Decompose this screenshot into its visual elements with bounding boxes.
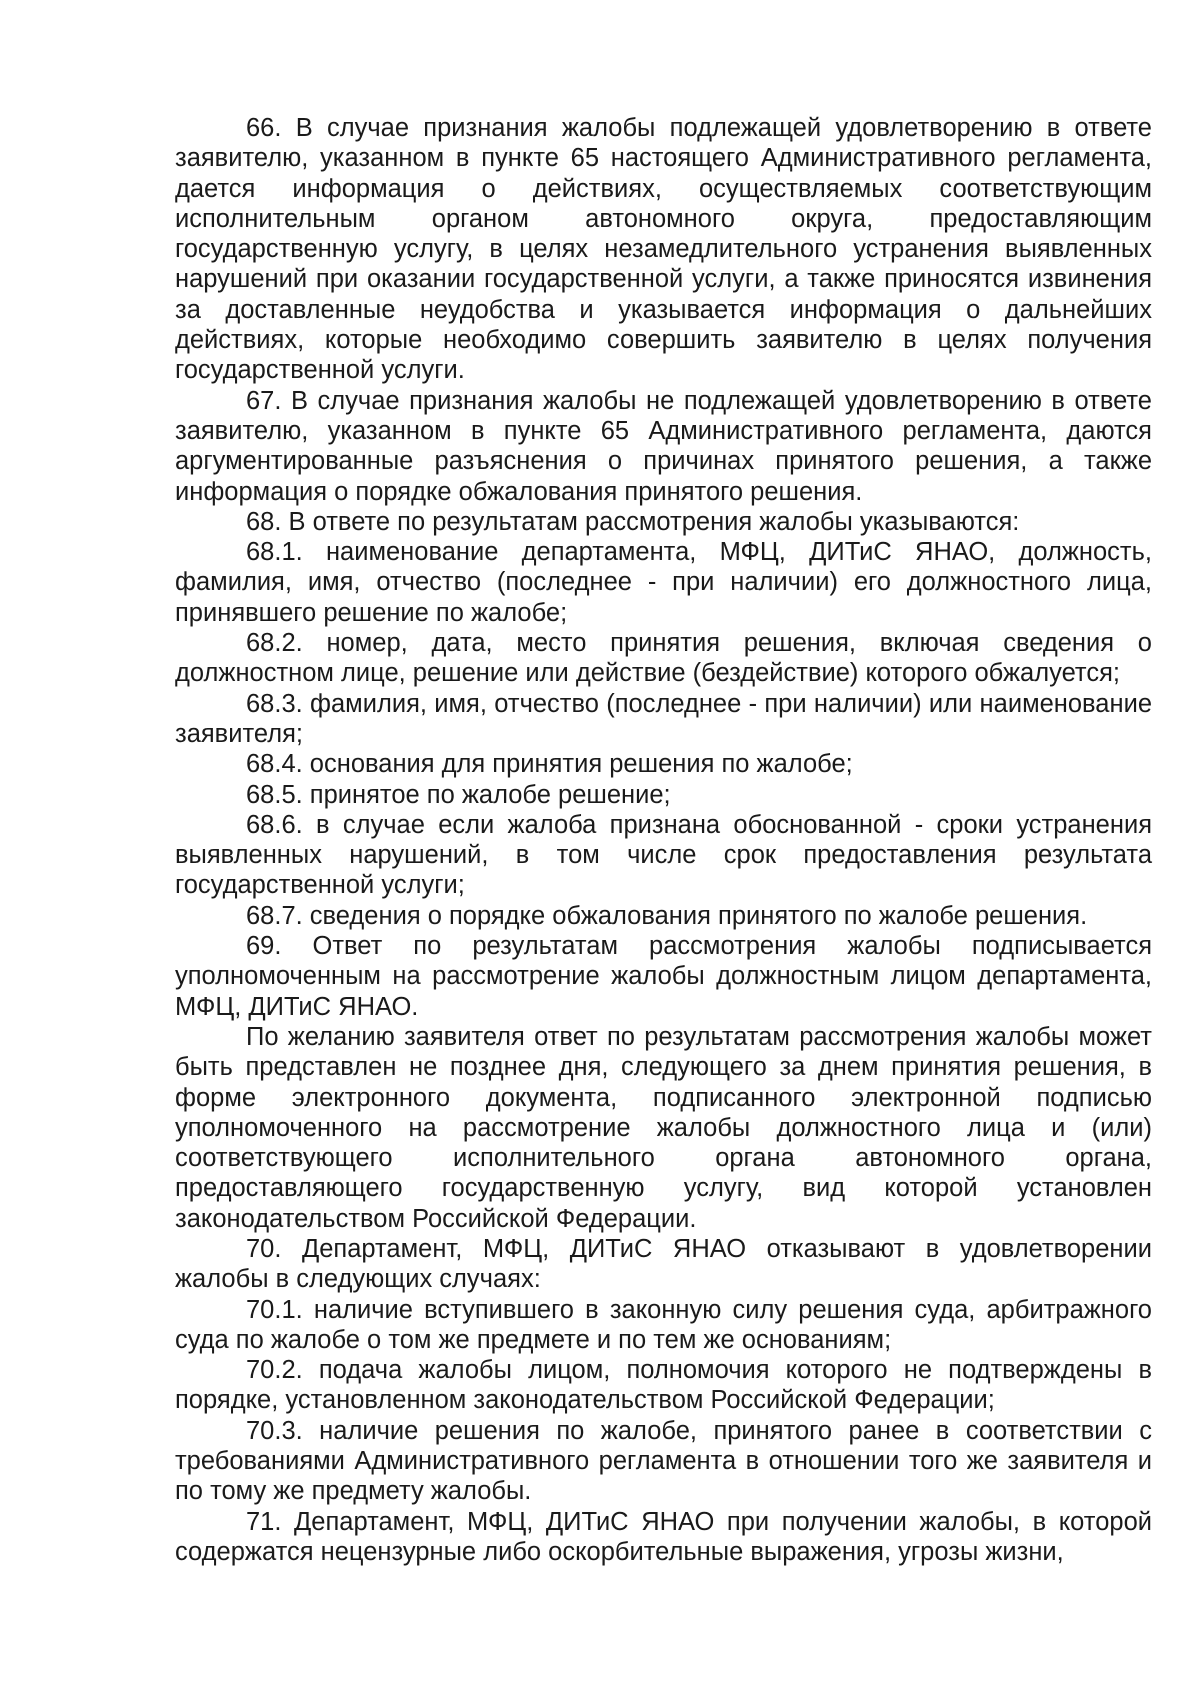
paragraph-69: 69. Ответ по результатам рассмотрения жалобы подписывается уполномоченным на рассмотрение жалобы должностным лицом департамента, МФЦ, ДИТиС ЯНАО. <box>175 932 1152 1021</box>
paragraph-69-electronic-answer: По желанию заявителя ответ по результатам рассмотрения жалобы может быть представлен не позднее дня, следующего за днем принятия решения, в форме электронного документа, подписанного электронной подписью уполномоченного на рассмотрение жалобы должностного лица и (или) соответствующего исполнительного органа автономного органа, предоставляющего государственную услугу, вид которой установлен законодательством Российской Федерации. <box>175 1022 1152 1233</box>
paragraph-70-3: 70.3. наличие решения по жалобе, принятого ранее в соответствии с требованиями Административного регламента в отношении того же заявителя и по тому же предмету жалобы. <box>175 1416 1152 1506</box>
paragraph-70-1: 70.1. наличие вступившего в законную силу решения суда, арбитражного суда по жалобе о том же предмете и по тем же основаниям; <box>175 1295 1152 1354</box>
paragraph-70-2: 70.2. подача жалобы лицом, полномочия которого не подтверждены в порядке, установленном законодательством Российской Федерации; <box>175 1356 1152 1415</box>
paragraph-68-7: 68.7. сведения о порядке обжалования принятого по жалобе решения. <box>246 901 1088 930</box>
paragraph-68-3: 68.3. фамилия, имя, отчество (последнее - при наличии) или наименование заявителя; <box>175 689 1152 748</box>
paragraph-71: 71. Департамент, МФЦ, ДИТиС ЯНАО при получении жалобы, в которой содержатся нецензурные либо оскорбительные выражения, угрозы жизни, <box>175 1507 1152 1566</box>
paragraph-66: 66. В случае признания жалобы подлежащей удовлетворению в ответе заявителю, указанном в пункте 65 настоящего Административного регламента, дается информация о действиях, осуществляемых соответствующим исполнительным органом автономного округа, предоставляющим государственную услугу, в целях незамедлительного устранения выявленных нарушений при оказании государственной услуги, а также приносятся извинения за доставленные неудобства и указывается информация о дальнейших действиях, которые необходимо совершить заявителю в целях получения государственной услуги. <box>175 114 1152 385</box>
paragraph-68-4: 68.4. основания для принятия решения по жалобе; <box>246 750 853 779</box>
paragraph-68-2: 68.2. номер, дата, место принятия решения, включая сведения о должностном лице, решение или действие (бездействие) которого обжалуется; <box>175 629 1152 688</box>
paragraph-68-1: 68.1. наименование департамента, МФЦ, ДИТиС ЯНАО, должность, фамилия, имя, отчество (последнее - при наличии) его должностного лица, принявшего решение по жалобе; <box>175 538 1152 627</box>
paragraph-68-5: 68.5. принятое по жалобе решение; <box>246 780 671 809</box>
paragraph-67: 67. В случае признания жалобы не подлежащей удовлетворению в ответе заявителю, указанном в пункте 65 Административного регламента, даются аргументированные разъяснения о причинах принятого решения, а также информация о порядке обжалования принятого решения. <box>175 386 1152 506</box>
paragraph-68: 68. В ответе по результатам рассмотрения жалобы указываются: <box>246 507 1020 536</box>
document-body <box>175 113 1152 1567</box>
paragraph-68-6: 68.6. в случае если жалоба признана обоснованной - сроки устранения выявленных нарушений, в том числе срок предоставления результата государственной услуги; <box>175 810 1152 900</box>
paragraph-70: 70. Департамент, МФЦ, ДИТиС ЯНАО отказывают в удовлетворении жалобы в следующих случаях: <box>175 1234 1152 1294</box>
